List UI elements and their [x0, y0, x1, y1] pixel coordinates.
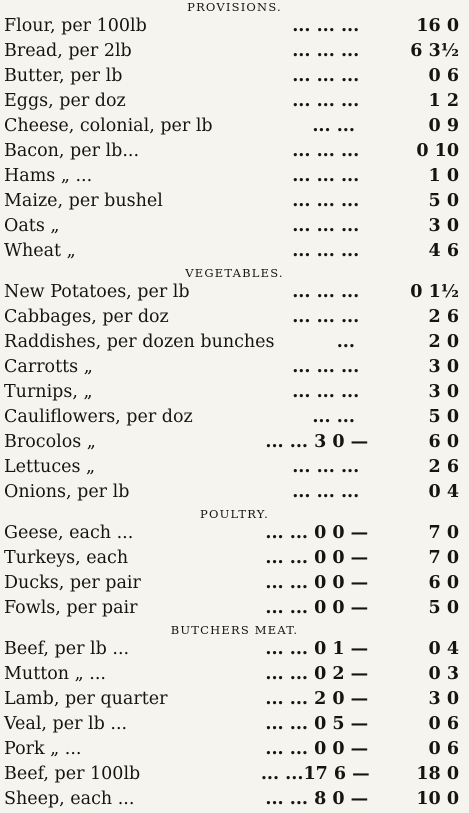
price-row [0, 571, 469, 596]
item-name: Hams „ ... [4, 166, 93, 186]
item-name: Lettuces „ [4, 457, 96, 477]
price-row [0, 14, 469, 39]
price-value: 7 0 [428, 523, 459, 543]
section-vegetables [0, 266, 469, 505]
price-row [0, 762, 469, 787]
leader-dots: ... [336, 332, 355, 352]
leader-dots: ... ... ... [292, 66, 360, 86]
price-row [0, 521, 469, 546]
price-row [0, 455, 469, 480]
leader-dots: ... ... 8 0 — [265, 789, 369, 809]
item-name: Eggs, per doz [4, 91, 126, 111]
price-row [0, 380, 469, 405]
price-value: 5 0 [428, 191, 459, 211]
item-name: Lamb, per quarter [4, 689, 168, 709]
price-row [0, 355, 469, 380]
leader-dots: ... ... 2 0 — [265, 689, 369, 709]
price-row [0, 687, 469, 712]
price-value: 6 0 [428, 573, 459, 593]
leader-dots: ... ... ... [292, 16, 360, 36]
leader-dots: ... ... ... [292, 216, 360, 236]
item-name: Sheep, each ... [4, 789, 135, 809]
price-value: 18 0 [416, 764, 459, 784]
leader-dots: ... ... ... [292, 357, 360, 377]
leader-dots: ... ... 0 0 — [265, 548, 369, 568]
leader-dots: ... ... ... [292, 482, 360, 502]
leader-dots: ... ... 0 5 — [265, 714, 369, 734]
price-row [0, 239, 469, 264]
item-name: Turnips, „ [4, 382, 93, 402]
price-row [0, 637, 469, 662]
price-value: 4 6 [428, 241, 459, 261]
price-value: 0 9 [428, 116, 459, 136]
price-row [0, 89, 469, 114]
price-value: 2 6 [428, 307, 459, 327]
price-row [0, 596, 469, 621]
price-value: 6 0 [428, 432, 459, 452]
leader-dots: ... ... 0 0 — [265, 573, 369, 593]
price-value: 10 0 [416, 789, 459, 809]
price-value: 5 0 [428, 598, 459, 618]
price-row [0, 139, 469, 164]
price-row [0, 189, 469, 214]
price-value: 7 0 [428, 548, 459, 568]
price-row [0, 737, 469, 762]
item-name: Raddishes, per dozen bunches [4, 332, 275, 352]
item-name: Oats „ [4, 216, 60, 236]
item-name: Onions, per lb [4, 482, 130, 502]
item-name: Bacon, per lb... [4, 141, 140, 161]
price-row [0, 305, 469, 330]
price-row [0, 280, 469, 305]
price-row [0, 787, 469, 812]
price-value: 2 6 [428, 457, 459, 477]
section-heading: PROVISIONS. [187, 0, 282, 14]
price-row [0, 164, 469, 189]
leader-dots: ... ... 0 1 — [265, 639, 369, 659]
item-name: Maize, per bushel [4, 191, 163, 211]
leader-dots: ... ... 0 0 — [265, 739, 369, 759]
item-name: Cauliflowers, per doz [4, 407, 193, 427]
leader-dots: ... ... 0 2 — [265, 664, 369, 684]
price-row [0, 114, 469, 139]
price-value: 0 6 [428, 739, 459, 759]
item-name: Wheat „ [4, 241, 76, 261]
leader-dots: ... ... ... [292, 166, 360, 186]
price-value: 0 3 [428, 664, 459, 684]
leader-dots: ... ... [312, 407, 355, 427]
leader-dots: ... ...17 6 — [260, 764, 370, 784]
item-name: Brocolos „ [4, 432, 96, 452]
price-value: 0 10 [416, 141, 459, 161]
section-heading: VEGETABLES. [185, 266, 284, 280]
item-name: Beef, per 100lb [4, 764, 141, 784]
price-row [0, 546, 469, 571]
price-row [0, 214, 469, 239]
item-name: Fowls, per pair [4, 598, 138, 618]
price-value: 2 0 [428, 332, 459, 352]
item-name: Cabbages, per doz [4, 307, 169, 327]
leader-dots: ... ... ... [292, 282, 360, 302]
item-name: Mutton „ ... [4, 664, 106, 684]
leader-dots: ... ... ... [292, 382, 360, 402]
leader-dots: ... ... 3 0 — [265, 432, 369, 452]
section-heading: BUTCHERS MEAT. [170, 623, 299, 637]
leader-dots: ... ... 0 0 — [265, 523, 369, 543]
price-row [0, 64, 469, 89]
price-value: 16 0 [416, 16, 459, 36]
price-value: 6 3½ [410, 41, 459, 61]
price-value: 0 4 [428, 482, 459, 502]
item-name: Geese, each ... [4, 523, 134, 543]
price-value: 3 0 [428, 216, 459, 236]
section-butchers-meat [0, 623, 469, 812]
item-name: Pork „ ... [4, 739, 82, 759]
price-value: 0 6 [428, 66, 459, 86]
price-row [0, 330, 469, 355]
item-name: Beef, per lb ... [4, 639, 130, 659]
section-poultry [0, 507, 469, 621]
price-row [0, 430, 469, 455]
price-value: 3 0 [428, 382, 459, 402]
price-value: 1 0 [428, 166, 459, 186]
price-row [0, 39, 469, 64]
leader-dots: ... ... ... [292, 41, 360, 61]
price-value: 0 6 [428, 714, 459, 734]
item-name: Carrotts „ [4, 357, 93, 377]
price-value: 0 1½ [410, 282, 459, 302]
section-provisions [0, 0, 469, 264]
price-row [0, 712, 469, 737]
item-name: Veal, per lb ... [4, 714, 128, 734]
price-value: 0 4 [428, 639, 459, 659]
item-name: Butter, per lb [4, 66, 123, 86]
price-row [0, 662, 469, 687]
section-heading: POULTRY. [200, 507, 269, 521]
leader-dots: ... ... 0 0 — [265, 598, 369, 618]
leader-dots: ... ... ... [292, 91, 360, 111]
leader-dots: ... ... ... [292, 241, 360, 261]
item-name: New Potatoes, per lb [4, 282, 190, 302]
price-value: 1 2 [428, 91, 459, 111]
item-name: Ducks, per pair [4, 573, 141, 593]
price-value: 5 0 [428, 407, 459, 427]
leader-dots: ... ... ... [292, 191, 360, 211]
item-name: Turkeys, each [4, 548, 129, 568]
leader-dots: ... ... ... [292, 457, 360, 477]
price-value: 3 0 [428, 357, 459, 377]
price-row [0, 405, 469, 430]
price-value: 3 0 [428, 689, 459, 709]
item-name: Bread, per 2lb [4, 41, 132, 61]
price-row [0, 480, 469, 505]
leader-dots: ... ... ... [292, 141, 360, 161]
leader-dots: ... ... [312, 116, 355, 136]
item-name: Flour, per 100lb [4, 16, 147, 36]
item-name: Cheese, colonial, per lb [4, 116, 213, 136]
leader-dots: ... ... ... [292, 307, 360, 327]
